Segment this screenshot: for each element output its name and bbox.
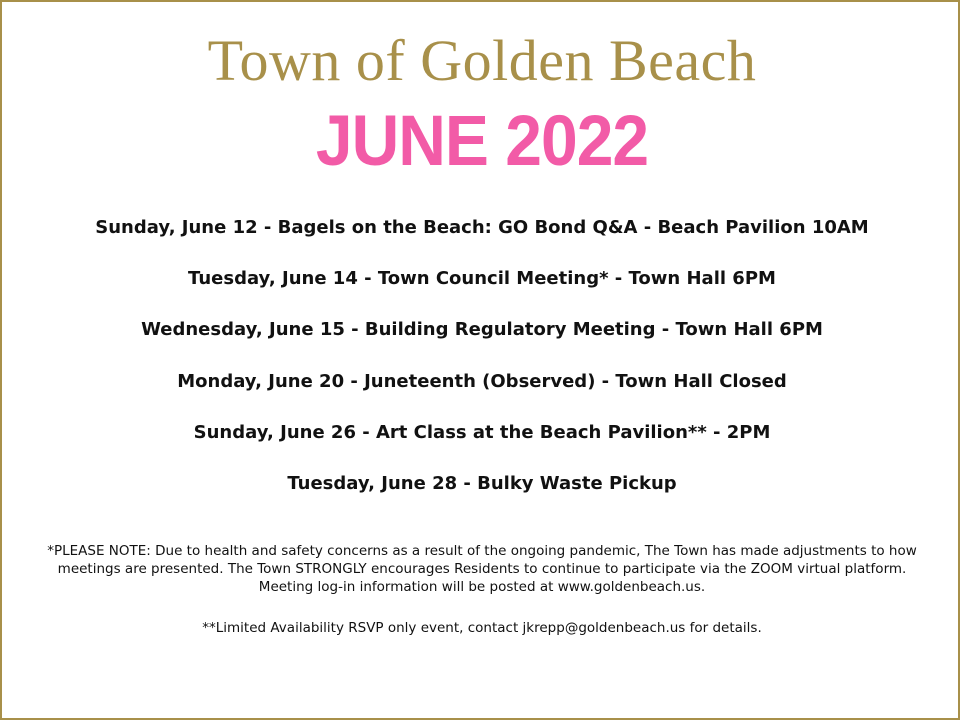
rsvp-note: **Limited Availability RSVP only event, contact jkrepp@goldenbeach.us for details. bbox=[202, 620, 762, 636]
event-june-14: Tuesday, June 14 - Town Council Meeting* - Town Hall 6PM bbox=[188, 268, 776, 289]
pandemic-note: *PLEASE NOTE: Due to health and safety concerns as a result of the ongoing pandemic, The Town has made adjustments to how meetings are presented. The Town STRONGLY encourages Residents to continue to participate via the ZOOM virtual platform. Meeting log-in information will be posted at www.goldenbeach.us. bbox=[47, 543, 917, 595]
town-title: Town of Golden Beach bbox=[207, 28, 757, 93]
event-june-26: Sunday, June 26 - Art Class at the Beach Pavilion** - 2PM bbox=[193, 422, 771, 443]
event-june-15: Wednesday, June 15 - Building Regulatory Meeting - Town Hall 6PM bbox=[141, 319, 823, 340]
event-june-28: Tuesday, June 28 - Bulky Waste Pickup bbox=[287, 473, 677, 494]
month-heading: JUNE 2022 bbox=[315, 100, 649, 180]
event-june-20: Monday, June 20 - Juneteenth (Observed) - Town Hall Closed bbox=[177, 371, 787, 392]
event-june-12: Sunday, June 12 - Bagels on the Beach: GO Bond Q&A - Beach Pavilion 10AM bbox=[95, 217, 869, 238]
